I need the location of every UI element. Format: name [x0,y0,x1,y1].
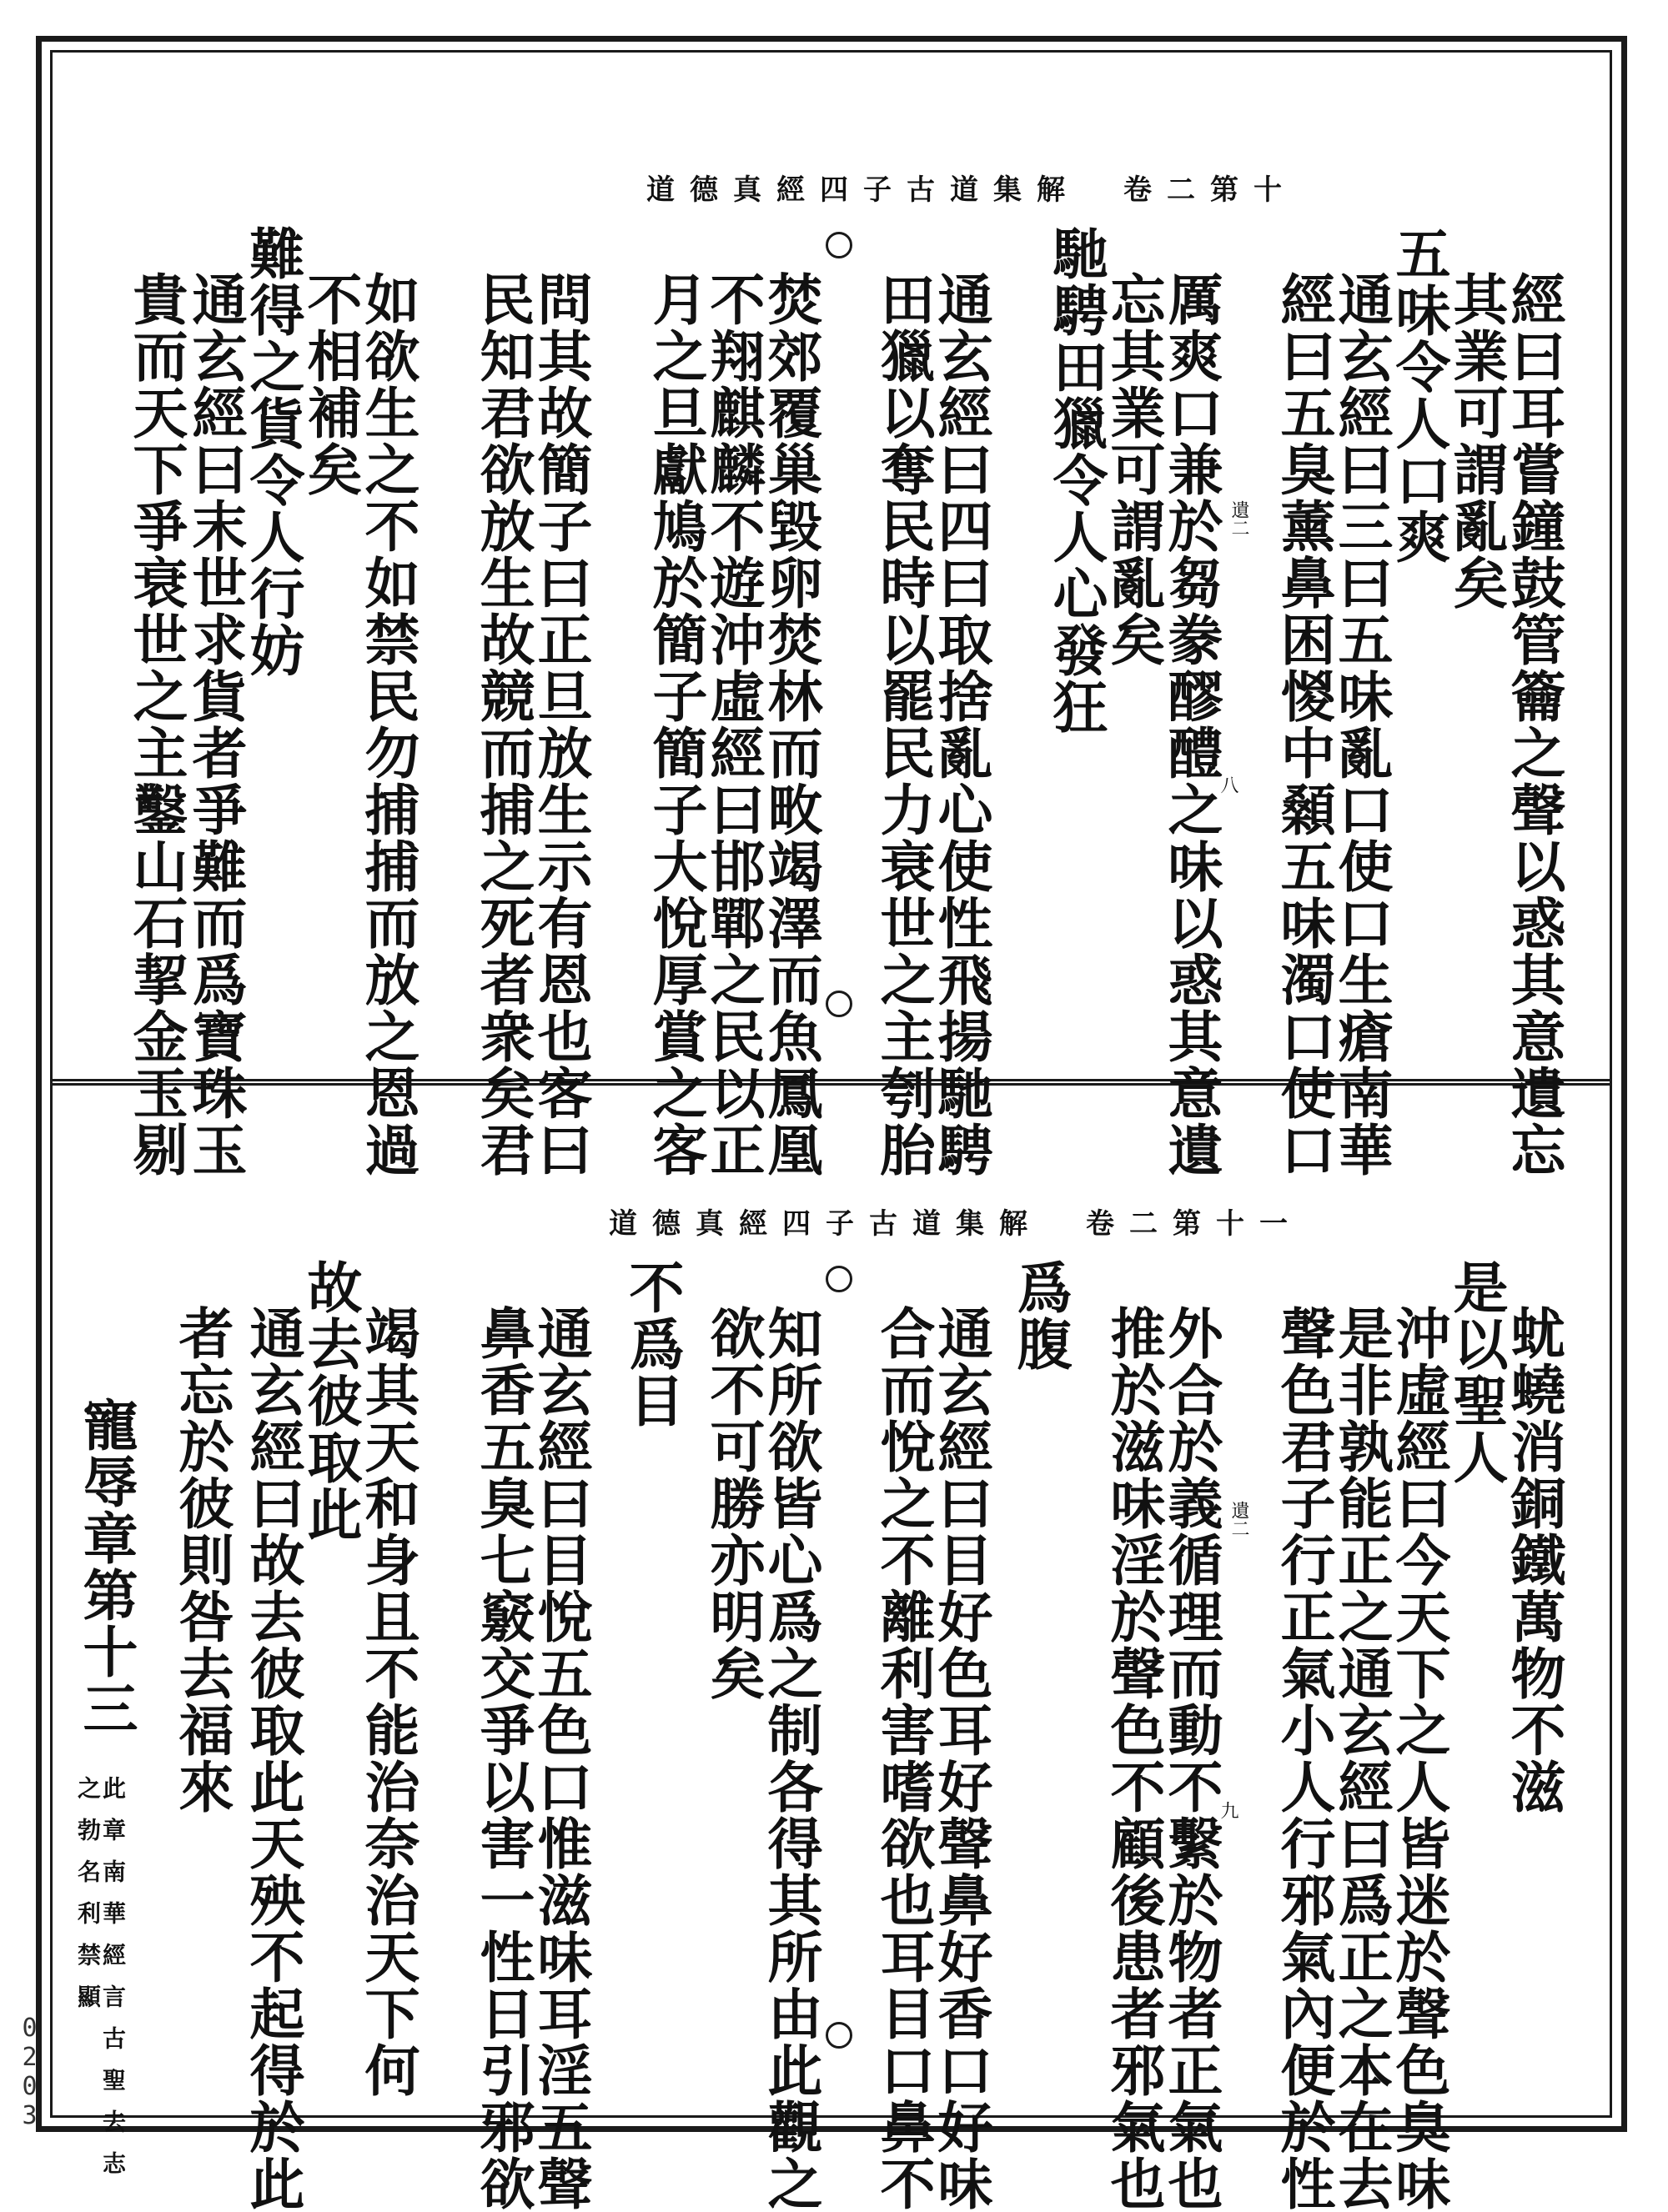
lower-col-15: 鼻香五臭七竅交爭以害一性日引邪欲 [470,1305,535,2212]
upper-col-2: 其業可謂亂矣 [1444,271,1509,611]
upper-col-13: 月之旦獻鳩於簡子簡子大悅厚賞之客 [643,271,708,1178]
lower-col-9: 通玄經曰目好色耳好聲鼻好香口好味 [928,1305,993,2212]
upper-col-5: 經曰五臭薰鼻困惾中顙五味濁口使口 [1271,271,1336,1178]
upper-col-19: 通玄經曰末世求貨者爭難而爲寶珠玉 [183,271,248,1178]
upper-col-1: 經曰耳嘗鐘鼓管籥之聲以惑其意遺忘 [1501,271,1566,1178]
upper-circle-marker-2 [826,991,852,1017]
lower-col-5: 聲色君子行正氣小人行邪氣內便於性 [1271,1305,1336,2212]
lower-circle-marker-2 [826,2022,852,2049]
upper-col-15: 民知君欲放生故競而捕之死者衆矣君 [470,271,535,1178]
lower-col-11: 知所欲皆心爲之制各得其所由此觀之 [758,1305,823,2212]
lower-col-6: 外合於義循理而動不繫於物者正氣也 [1158,1305,1223,2212]
upper-col-7: 忘其業可謂亂矣 [1101,271,1166,668]
lower-col-17: 故去彼取此 [298,1259,363,1542]
upper-col-14: 問其故簡子曰正旦放生示有恩也客曰 [528,271,593,1178]
upper-col-18: 難得之貨令人行妨 [240,225,305,679]
lower-col-12: 欲不可勝亦明矣 [701,1305,766,1702]
upper-col-9: 通玄經曰四曰取捨亂心使性飛揚馳騁 [928,271,993,1178]
lower-col-14: 通玄經曰目悅五色口惟滋味耳淫五聲 [528,1305,593,2212]
lower-col-1: 蚘蟯消銅鐵萬物不滋 [1501,1305,1566,1815]
lower-col-19: 者忘於彼則咎去福來 [169,1305,234,1815]
upper-circle-marker-1 [826,232,852,258]
lower-col-4: 是非孰能正之通玄經曰爲正之本在去 [1329,1305,1394,2212]
lower-small-mark-1: 遺二 [1228,1501,1249,1537]
lower-annotation-note: 此章南華經言古聖去志之勃名利禁顯 [74,1776,127,2193]
upper-col-12: 不翔麒麟不遊沖虛經曰邯鄲之民以正 [701,271,766,1178]
lower-circle-marker-1 [826,1266,852,1292]
lower-small-mark-2: 九 [1218,1801,1238,1819]
lower-col-20: 寵辱章第十三 [73,1397,138,1737]
page-folio-number: 0203 [15,2014,44,2130]
upper-small-mark-2: 八 [1218,775,1238,794]
upper-col-11: 焚郊覆巢毀卵焚林而畋竭澤而魚鳳凰 [758,271,823,1178]
lower-col-10: 合而悅之不離利害嗜欲也耳目口鼻不 [871,1305,936,2212]
upper-col-3: 五味令人口爽 [1386,225,1451,565]
upper-col-20: 貴而天下爭衰世之主鑿山石挈金玉剔 [123,271,188,1178]
upper-col-16: 如欲生之不如禁民勿捕捕而放之恩過 [355,271,420,1178]
upper-col-6: 厲爽口兼於芻豢醪醴之味以惑其意遺 [1158,271,1223,1178]
lower-header: 道德真經四子古道集解 卷二第十一 [609,1207,1303,1241]
lower-col-16: 竭其天和身且不能治奈治天下何 [355,1305,420,2099]
upper-col-10: 田獵以奪民時以罷民力衰世之主刳胎 [871,271,936,1178]
upper-small-mark-1: 遺二 [1228,500,1249,537]
lower-col-13: 不爲目 [620,1259,685,1429]
upper-header: 道德真經四子古道集解 卷二第十 [646,173,1297,207]
lower-col-8: 爲腹 [1007,1259,1073,1372]
upper-col-8: 馳騁田獵令人心發狂 [1043,225,1108,735]
upper-col-4: 通玄經曰三曰五味亂口使口生瘡南華 [1329,271,1394,1178]
lower-col-2: 是以聖人 [1444,1259,1509,1486]
upper-col-17: 不相補矣 [298,271,363,498]
lower-col-3: 沖虛經曰今天下之人皆迷於聲色臭味 [1386,1305,1451,2212]
lower-col-18: 通玄經曰故去彼取此天殃不起得於此 [240,1305,305,2212]
lower-col-7: 推於滋味淫於聲色不顧後患者邪氣也 [1101,1305,1166,2212]
